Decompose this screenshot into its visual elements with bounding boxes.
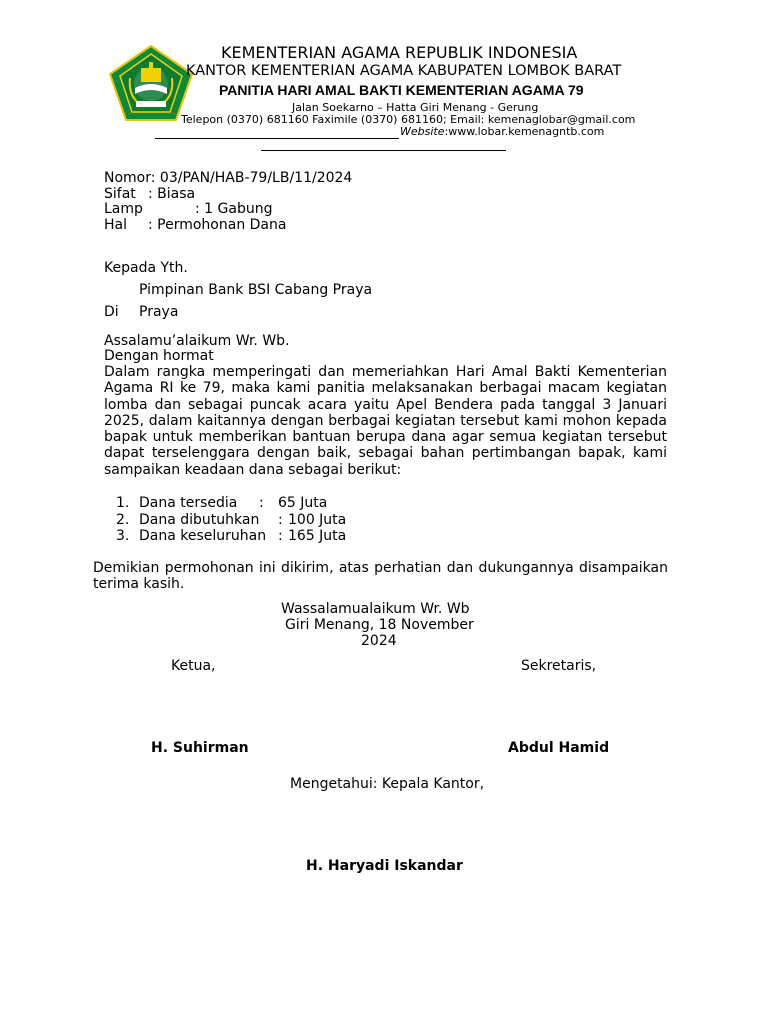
list-item-label: Dana keseluruhan — [139, 528, 267, 544]
place-date: Giri Menang, 18 November — [285, 617, 474, 633]
hal-value: : Permohonan Dana — [148, 217, 287, 233]
sekretaris-name: Abdul Hamid — [508, 740, 610, 756]
letterhead-contact: Telepon (0370) 681160 Faximile (0370) 681160; Email: kemenaglobar@gmail.com — [181, 113, 636, 126]
sifat-label: Sifat — [104, 186, 136, 202]
salam: Assalamu’alaikum Wr. Wb. — [104, 333, 290, 349]
body-paragraph: Dalam rangka memperingati dan memeriahkan Hari Amal Bakti Kementerian Agama RI ke 79, maka kami panitia melaksanakan berbagai macam kegiatan lomba dan sebagai puncak acara yaitu Apel Bendera pada tanggal 3 Januari 2025, dalam kaitannya dengan berbagai kegiatan tersebut kami mohon kepada bapak untuk memberikan bantuan berupa dana agar semua kegiatan tersebut dapat terselenggara dengan baik, sebagai bahan pertimbangan bapak, kami sampaikan keadaan dana sebagai berikut: — [104, 364, 667, 478]
list-item-value: 165 Juta — [288, 528, 347, 544]
dengan-hormat: Dengan hormat — [104, 348, 214, 364]
list-item-label: Dana dibutuhkan — [139, 512, 260, 528]
list-item-label: Dana tersedia — [139, 495, 238, 511]
list-item-value: 65 Juta — [278, 495, 328, 511]
letterhead-committee: PANITIA HARI AMAL BAKTI KEMENTERIAN AGAMA 79 — [219, 82, 584, 98]
recipient-di-label: Di — [104, 304, 119, 320]
letterhead-office: KANTOR KEMENTERIAN AGAMA KABUPATEN LOMBOK BARAT — [186, 63, 622, 79]
recipient-location: Praya — [139, 304, 179, 320]
hal-label: Hal — [104, 217, 127, 233]
date-year: 2024 — [361, 633, 397, 649]
list-item-number: 3. — [116, 528, 130, 544]
header-rule — [155, 138, 399, 139]
recipient-name: Pimpinan Bank BSI Cabang Praya — [139, 282, 373, 298]
list-item-sep: : — [278, 528, 283, 544]
website-label: Website — [400, 125, 445, 138]
kemenag-logo — [108, 44, 194, 122]
letterhead-ministry: KEMENTERIAN AGAMA REPUBLIK INDONESIA — [221, 43, 578, 62]
sifat-value: : Biasa — [148, 186, 196, 202]
lamp-value: : 1 Gabung — [195, 201, 273, 217]
list-item-number: 2. — [116, 512, 130, 528]
list-item-number: 1. — [116, 495, 130, 511]
ketua-title: Ketua, — [171, 658, 216, 674]
list-item-sep: : — [278, 512, 283, 528]
lamp-label: Lamp — [104, 201, 143, 217]
list-item-value: 100 Juta — [288, 512, 347, 528]
wassalam: Wassalamualaikum Wr. Wb — [281, 601, 470, 617]
header-rule-short — [261, 150, 506, 151]
letterhead-address: Jalan Soekarno – Hatta Giri Menang - Gerung — [292, 101, 539, 114]
ketua-name: H. Suhirman — [151, 740, 249, 756]
website-url: :www.lobar.kemenagntb.com — [444, 125, 605, 138]
letter-number: Nomor: 03/PAN/HAB-79/LB/11/2024 — [104, 170, 353, 186]
kepala-name: H. Haryadi Iskandar — [306, 858, 463, 874]
closing-paragraph: Demikian permohonan ini dikirim, atas perhatian dan dukungannya disampaikan terima kasih. — [93, 560, 668, 593]
letterhead-website — [400, 125, 604, 138]
sekretaris-title: Sekretaris, — [521, 658, 597, 674]
mengetahui: Mengetahui: Kepala Kantor, — [290, 776, 485, 792]
recipient-greeting: Kepada Yth. — [104, 260, 188, 276]
list-item-sep: : — [259, 495, 264, 511]
